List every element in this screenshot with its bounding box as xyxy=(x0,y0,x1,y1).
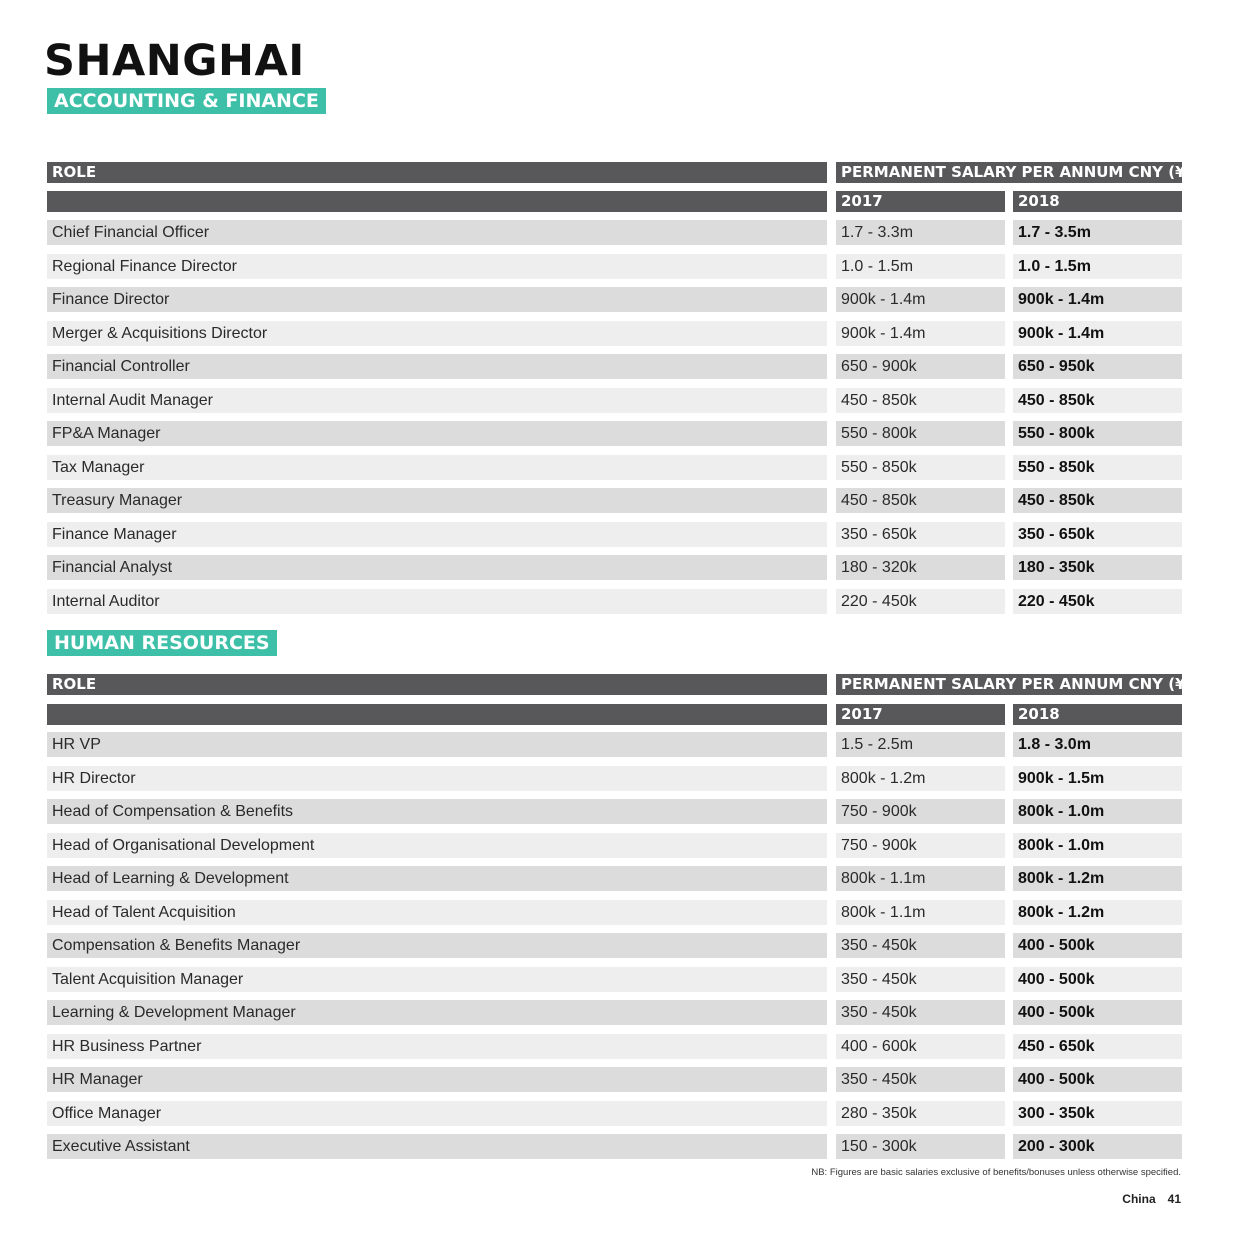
role-cell: FP&A Manager xyxy=(47,421,827,446)
salary-2017-cell: 350 - 450k xyxy=(836,1067,1005,1092)
salary-2018-cell: 550 - 800k xyxy=(1013,421,1182,446)
header-permanent-salary: PERMANENT SALARY PER ANNUM CNY (¥) xyxy=(836,674,1182,695)
salary-2018-cell: 450 - 850k xyxy=(1013,388,1182,413)
role-cell: Tax Manager xyxy=(47,455,827,480)
footer-country: China xyxy=(1122,1192,1156,1206)
role-cell: HR VP xyxy=(47,732,827,757)
salary-2017-cell: 550 - 850k xyxy=(836,455,1005,480)
salary-2017-cell: 750 - 900k xyxy=(836,799,1005,824)
header-role-blank xyxy=(47,704,827,725)
role-cell: Finance Director xyxy=(47,287,827,312)
role-cell: Head of Organisational Development xyxy=(47,833,827,858)
salary-2017-cell: 1.5 - 2.5m xyxy=(836,732,1005,757)
salary-2018-cell: 400 - 500k xyxy=(1013,933,1182,958)
header-permanent-salary: PERMANENT SALARY PER ANNUM CNY (¥) xyxy=(836,162,1182,183)
role-cell: Financial Controller xyxy=(47,354,827,379)
salary-2017-cell: 180 - 320k xyxy=(836,555,1005,580)
table-accounting-finance xyxy=(47,162,1193,615)
table-row xyxy=(47,522,1182,547)
role-cell: HR Manager xyxy=(47,1067,827,1092)
header-role: ROLE xyxy=(47,162,827,183)
table-row xyxy=(47,866,1182,891)
salary-2017-cell: 450 - 850k xyxy=(836,488,1005,513)
salary-2017-cell: 550 - 800k xyxy=(836,421,1005,446)
salary-2018-cell: 900k - 1.4m xyxy=(1013,321,1182,346)
salary-2018-cell: 1.7 - 3.5m xyxy=(1013,220,1182,245)
table-row xyxy=(47,799,1182,824)
role-cell: Internal Auditor xyxy=(47,589,827,614)
role-cell: Internal Audit Manager xyxy=(47,388,827,413)
table-row xyxy=(47,589,1182,614)
header-role: ROLE xyxy=(47,674,827,695)
table-row xyxy=(47,555,1182,580)
salary-2017-cell: 750 - 900k xyxy=(836,833,1005,858)
salary-2018-cell: 180 - 350k xyxy=(1013,555,1182,580)
role-cell: Talent Acquisition Manager xyxy=(47,967,827,992)
table-row xyxy=(47,354,1182,379)
salary-2018-cell: 400 - 500k xyxy=(1013,1067,1182,1092)
role-cell: Finance Manager xyxy=(47,522,827,547)
table-row xyxy=(47,1034,1182,1059)
salary-2017-cell: 400 - 600k xyxy=(836,1034,1005,1059)
salary-2017-cell: 150 - 300k xyxy=(836,1134,1005,1159)
role-cell: Compensation & Benefits Manager xyxy=(47,933,827,958)
salary-2018-cell: 450 - 650k xyxy=(1013,1034,1182,1059)
role-cell: Merger & Acquisitions Director xyxy=(47,321,827,346)
salary-2018-cell: 1.0 - 1.5m xyxy=(1013,254,1182,279)
table-row xyxy=(47,1101,1182,1126)
table-row xyxy=(47,455,1182,480)
footnote: NB: Figures are basic salaries exclusive of benefits/bonuses unless otherwise specified. xyxy=(811,1167,1181,1178)
header-year-2018: 2018 xyxy=(1013,704,1182,725)
header-year-2017: 2017 xyxy=(836,191,1005,212)
table-row xyxy=(47,732,1182,757)
section-title-human-resources: HUMAN RESOURCES xyxy=(47,630,277,656)
salary-2017-cell: 800k - 1.1m xyxy=(836,866,1005,891)
role-cell: Head of Compensation & Benefits xyxy=(47,799,827,824)
page-footer xyxy=(1122,1192,1181,1206)
table-row xyxy=(47,488,1182,513)
salary-2018-cell: 800k - 1.2m xyxy=(1013,866,1182,891)
section-title-accounting-finance: ACCOUNTING & FINANCE xyxy=(47,88,326,114)
salary-2017-cell: 900k - 1.4m xyxy=(836,287,1005,312)
salary-2017-cell: 450 - 850k xyxy=(836,388,1005,413)
table-row xyxy=(47,1134,1182,1159)
header-role-blank xyxy=(47,191,827,212)
salary-2017-cell: 350 - 650k xyxy=(836,522,1005,547)
table-row xyxy=(47,933,1182,958)
salary-2017-cell: 350 - 450k xyxy=(836,1000,1005,1025)
salary-2018-cell: 800k - 1.2m xyxy=(1013,900,1182,925)
table-row xyxy=(47,766,1182,791)
role-cell: Learning & Development Manager xyxy=(47,1000,827,1025)
salary-2018-cell: 650 - 950k xyxy=(1013,354,1182,379)
salary-2018-cell: 900k - 1.4m xyxy=(1013,287,1182,312)
salary-2017-cell: 800k - 1.2m xyxy=(836,766,1005,791)
role-cell: Head of Learning & Development xyxy=(47,866,827,891)
role-cell: Chief Financial Officer xyxy=(47,220,827,245)
table-row xyxy=(47,1067,1182,1092)
salary-2018-cell: 450 - 850k xyxy=(1013,488,1182,513)
role-cell: Executive Assistant xyxy=(47,1134,827,1159)
role-cell: Regional Finance Director xyxy=(47,254,827,279)
salary-2018-cell: 1.8 - 3.0m xyxy=(1013,732,1182,757)
salary-2017-cell: 650 - 900k xyxy=(836,354,1005,379)
salary-2018-cell: 550 - 850k xyxy=(1013,455,1182,480)
salary-2018-cell: 800k - 1.0m xyxy=(1013,799,1182,824)
role-cell: Head of Talent Acquisition xyxy=(47,900,827,925)
salary-2018-cell: 300 - 350k xyxy=(1013,1101,1182,1126)
salary-2017-cell: 220 - 450k xyxy=(836,589,1005,614)
table-human-resources xyxy=(47,674,1193,1160)
page-number: 41 xyxy=(1167,1192,1181,1206)
page-title: SHANGHAI xyxy=(44,36,305,86)
salary-2017-cell: 1.0 - 1.5m xyxy=(836,254,1005,279)
header-year-2017: 2017 xyxy=(836,704,1005,725)
table-row xyxy=(47,220,1182,245)
table-row xyxy=(47,388,1182,413)
role-cell: Treasury Manager xyxy=(47,488,827,513)
table-row xyxy=(47,421,1182,446)
table-row xyxy=(47,321,1182,346)
role-cell: HR Director xyxy=(47,766,827,791)
salary-2017-cell: 350 - 450k xyxy=(836,967,1005,992)
table-row xyxy=(47,900,1182,925)
salary-2018-cell: 200 - 300k xyxy=(1013,1134,1182,1159)
table-row xyxy=(47,967,1182,992)
salary-2018-cell: 400 - 500k xyxy=(1013,967,1182,992)
salary-2017-cell: 350 - 450k xyxy=(836,933,1005,958)
role-cell: Office Manager xyxy=(47,1101,827,1126)
salary-2018-cell: 400 - 500k xyxy=(1013,1000,1182,1025)
salary-2018-cell: 220 - 450k xyxy=(1013,589,1182,614)
salary-2017-cell: 1.7 - 3.3m xyxy=(836,220,1005,245)
salary-2018-cell: 800k - 1.0m xyxy=(1013,833,1182,858)
role-cell: Financial Analyst xyxy=(47,555,827,580)
salary-2017-cell: 280 - 350k xyxy=(836,1101,1005,1126)
table-row xyxy=(47,833,1182,858)
header-year-2018: 2018 xyxy=(1013,191,1182,212)
salary-2017-cell: 800k - 1.1m xyxy=(836,900,1005,925)
role-cell: HR Business Partner xyxy=(47,1034,827,1059)
table-row xyxy=(47,287,1182,312)
salary-2018-cell: 900k - 1.5m xyxy=(1013,766,1182,791)
salary-2018-cell: 350 - 650k xyxy=(1013,522,1182,547)
salary-2017-cell: 900k - 1.4m xyxy=(836,321,1005,346)
table-row xyxy=(47,254,1182,279)
table-row xyxy=(47,1000,1182,1025)
